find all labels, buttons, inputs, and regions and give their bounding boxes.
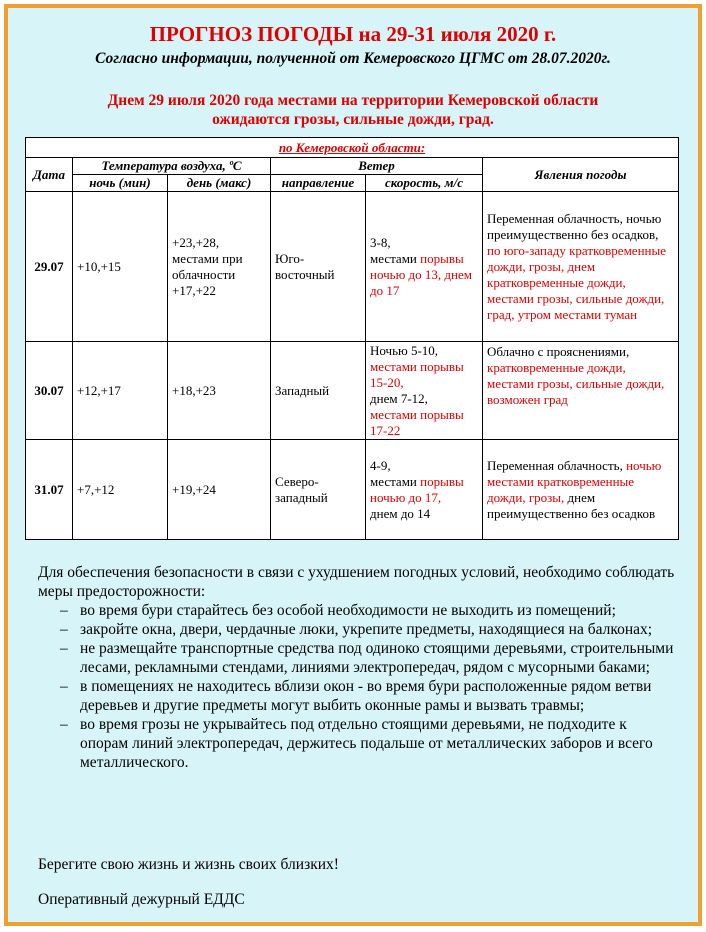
phenomena-warning: по юго-западу кратковременные дожди, грозы, днем кратковременные дожди, местами грозы, сильные дожди, град, утром местами туман [487,242,666,322]
signature: Оперативный дежурный ЕДДС [38,891,245,908]
col-phenomena: Явления погоды [483,158,679,192]
phenomena-text: Переменная облачность, ночью преимущественно без осадков, [487,210,662,242]
row-night-temp: +7,+12 [73,440,168,540]
table-row [26,440,679,540]
speed-part: 3-8, [370,234,391,250]
list-item: – в помещениях не находитесь вблизи окон - во время бури расположенные рядом ветви деревьев и другие предметы могут выбить оконные рамы и вызвать травмы; [38,677,678,715]
row-wind-speed [366,192,483,342]
col-temperature: Температура воздуха, ºС [73,158,271,175]
list-item: – не размещайте транспортные средства под одиноко стоящими деревьями, строительными лесами, рекламными стендами, линиями электропередач, рядом с мусорными баками; [38,639,678,677]
row-day-temp: +18,+23 [168,342,271,440]
row-phenomena [483,440,679,540]
row-wind-speed [366,440,483,540]
closing-line: Берегите свою жизнь и жизнь своих близких! [38,856,339,873]
row-wind-speed [366,342,483,440]
speed-part: 4-9, [370,457,391,473]
alert-line-2: ожидаются грозы, сильные дожди, град. [212,111,494,128]
speed-gusts: местами порывы 17-22 [370,406,464,438]
row-wind-direction: Северо-западный [271,440,366,540]
advice-list [38,601,678,772]
phenomena-text: Переменная облачность, [487,457,627,473]
row-phenomena [483,342,679,440]
phenomena-warning: кратковременные дожди, местами грозы, сильные дожди, возможен град [487,360,665,407]
page-subtitle: Согласно информации, полученной от Кемеровского ЦГМС от 28.07.2020г. [95,50,611,67]
page-title: ПРОГНОЗ ПОГОДЫ на 29-31 июля 2020 г. [149,22,557,46]
row-date: 31.07 [26,440,73,540]
alert-line-1: Днем 29 июля 2020 года местами на территории Кемеровской области [107,92,599,109]
row-wind-direction: Юго-восточный [271,192,366,342]
list-item: – во время бури старайтесь без особой необходимости не выходить из помещений; [38,601,678,620]
list-item: – во время грозы не укрывайтесь под отдельно стоящими деревьями, не подходите к опорам линий электропередач, держитесь подальше от металлических заборов и всего металлического. [38,715,678,772]
safety-advice [38,563,678,772]
row-day-temp: +19,+24 [168,440,271,540]
phenomena-warning: ночью местами кратковременные дожди, грозы, [487,457,662,505]
row-phenomena [483,192,679,342]
speed-part: днем 7-12, [370,390,428,406]
speed-part: местами [370,250,421,266]
advice-intro: Для обеспечения безопасности в связи с ухудшением погодных условий, необходимо соблюдать меры предосторожности: [38,564,675,600]
phenomena-text: днем преимущественно без осадков [487,489,656,521]
list-item: – закройте окна, двери, чердачные люки, укрепите предметы, находящиеся на балконах; [38,620,678,639]
speed-gusts: порывы ночью до 17, [370,473,464,505]
row-night-temp: +10,+15 [73,192,168,342]
phenomena-text: Облачно с прояснениями, [487,344,630,359]
row-night-temp: +12,+17 [73,342,168,440]
table-row [26,342,679,440]
row-date: 30.07 [26,342,73,440]
speed-part: Ночью 5-10, [370,342,439,358]
speed-gusts: порывы ночью до 13, днем до 17 [370,250,472,298]
row-day-temp: +23,+28, местами при облачности +17,+22 [168,192,271,342]
col-night: ночь (мин) [73,175,168,192]
col-direction: направление [271,175,366,192]
table-row [26,192,679,342]
row-date: 29.07 [26,192,73,342]
col-wind: Ветер [271,158,483,175]
speed-part: местами [370,473,421,489]
col-date: Дата [26,158,73,192]
region-header: по Кемеровской области: [26,138,679,158]
col-day: день (макс) [168,175,271,192]
col-speed: скорость, м/с [366,175,483,192]
row-wind-direction: Западный [271,342,366,440]
speed-part: днем до 14 [370,505,431,521]
forecast-table [25,137,679,540]
speed-gusts: местами порывы 15-20, [370,358,464,390]
storm-alert [8,91,698,129]
